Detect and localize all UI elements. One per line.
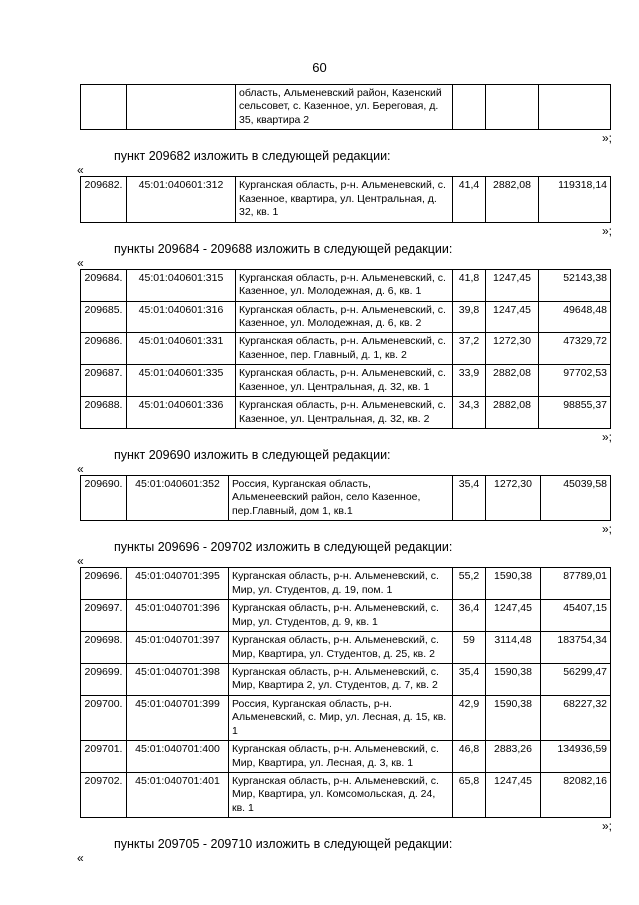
rate-cell: 1247,45 [486,269,539,301]
area-cell: 42,9 [453,695,486,740]
address-cell: область, Альменевский район, Казенский сельсовет, с. Казенное, ул. Береговая, д. 35, квартира 2 [236,85,453,130]
total-cell: 183754,34 [541,632,611,664]
num-cell: 209685. [81,301,127,333]
total-cell: 87789,01 [541,568,611,600]
section-heading: пункт 209682 изложить в следующей редакции: [114,149,391,164]
area-cell: 33,9 [453,365,486,397]
rate-cell: 1590,38 [486,663,541,695]
num-cell: 209690. [81,476,127,521]
amendment-table [80,567,611,818]
rate-cell: 2882,08 [486,365,539,397]
amendment-sections [77,148,612,866]
table-row [81,773,611,818]
closing-mark: »; [601,430,612,444]
area-cell: 65,8 [453,773,486,818]
document-body [77,84,612,866]
section-heading: пункты 209684 - 209688 изложить в следующей редакции: [114,241,453,256]
table-row [81,568,611,600]
address-cell: Курганская область, р-н. Альменевский, с. Мир, Квартира 2, ул. Студентов, д. 7, кв. 2 [229,663,453,695]
num-cell: 209696. [81,568,127,600]
area-cell: 41,8 [453,269,486,301]
opening-mark: « [77,851,84,866]
num-cell: 209700. [81,695,127,740]
table-row [81,269,611,301]
closing-mark: »; [601,223,612,238]
rate-cell: 3114,48 [486,632,541,664]
table-row [81,695,611,740]
num-cell: 209686. [81,333,127,365]
amendment-table [80,269,611,429]
area-cell: 34,3 [453,397,486,429]
num-cell: 209682. [81,177,127,222]
code-cell: 45:01:040601:316 [127,301,236,333]
num-cell [81,85,127,130]
code-cell: 45:01:040701:399 [127,695,229,740]
table-row [81,741,611,773]
rate-cell [486,85,539,130]
rate-cell: 2883,26 [486,741,541,773]
num-cell: 209687. [81,365,127,397]
area-cell: 36,4 [453,600,486,632]
area-cell: 37,2 [453,333,486,365]
num-cell: 209684. [81,269,127,301]
code-cell: 45:01:040601:336 [127,397,236,429]
code-cell: 45:01:040701:395 [127,568,229,600]
table-row [81,333,611,365]
total-cell: 49648,48 [539,301,611,333]
num-cell: 209701. [81,741,127,773]
area-cell: 35,4 [453,663,486,695]
code-cell: 45:01:040601:352 [127,476,229,521]
code-cell: 45:01:040701:398 [127,663,229,695]
code-cell: 45:01:040601:312 [127,177,236,222]
opening-mark: « [77,462,84,476]
address-cell: Курганская область, р-н. Альменевский, с. Казенное, ул. Молодежная, д. 6, кв. 1 [236,269,453,301]
rate-cell: 1590,38 [486,695,541,740]
table-row [81,365,611,397]
code-cell: 45:01:040701:401 [127,773,229,818]
rate-cell: 1247,45 [486,301,539,333]
opening-mark: « [77,255,84,270]
total-cell: 52143,38 [539,269,611,301]
code-cell: 45:01:040601:331 [127,333,236,365]
section-heading: пункт 209690 изложить в следующей редакции: [114,448,391,462]
address-cell: Россия, Курганская область, Альменеевский район, село Казенное, пер.Главный, дом 1, кв.1 [229,476,453,521]
total-cell: 56299,47 [541,663,611,695]
total-cell: 98855,37 [539,397,611,429]
address-cell: Курганская область, р-н. Альменевский, с. Казенное, ул. Молодежная, д. 6, кв. 2 [236,301,453,333]
num-cell: 209699. [81,663,127,695]
total-cell: 119318,14 [539,177,611,222]
rate-cell: 1247,45 [486,773,541,818]
amendment-table [80,176,611,222]
area-cell [453,85,486,130]
rate-cell: 1272,30 [486,333,539,365]
address-cell: Курганская область, р-н. Альменевский, с. Мир, Квартира, ул. Лесная, д. 3, кв. 1 [229,741,453,773]
address-cell: Россия, Курганская область, р-н. Альменевский, с. Мир, ул. Лесная, д. 15, кв. 1 [229,695,453,740]
area-cell: 39,8 [453,301,486,333]
closing-mark: »; [601,131,612,146]
area-cell: 46,8 [453,741,486,773]
num-cell: 209697. [81,600,127,632]
total-cell: 45407,15 [541,600,611,632]
address-cell: Курганская область, р-н. Альменевский, с. Казенное, квартира, ул. Центральная, д. 32, кв. 1 [236,177,453,222]
total-cell: 68227,32 [541,695,611,740]
total-cell: 47329,72 [539,333,611,365]
total-cell: 134936,59 [541,741,611,773]
table-row [81,301,611,333]
address-cell: Курганская область, р-н. Альменевский, с. Казенное, ул. Центральная, д. 32, кв. 2 [236,397,453,429]
total-cell: 82082,16 [541,773,611,818]
area-cell: 59 [453,632,486,664]
amendment-table [80,475,611,521]
num-cell: 209702. [81,773,127,818]
rate-cell: 2882,08 [486,177,539,222]
area-cell: 35,4 [453,476,486,521]
closing-mark: »; [601,819,612,834]
table-row [81,85,611,130]
opening-mark: « [77,163,84,178]
table-row [81,600,611,632]
address-cell: Курганская область, р-н. Альменевский, с. Мир, ул. Студентов, д. 9, кв. 1 [229,600,453,632]
closing-mark: »; [601,522,612,537]
rate-cell: 1272,30 [486,476,541,521]
table-row [81,632,611,664]
address-cell: Курганская область, р-н. Альменевский, с. Казенное, ул. Центральная, д. 32, кв. 1 [236,365,453,397]
address-cell: Курганская область, р-н. Альменевский, с. Мир, Квартира, ул. Комсомольская, д. 24, кв. 1 [229,773,453,818]
total-cell [539,85,611,130]
area-cell: 55,2 [453,568,486,600]
code-cell: 45:01:040601:335 [127,365,236,397]
address-cell: Курганская область, р-н. Альменевский, с. Казенное, пер. Главный, д. 1, кв. 2 [236,333,453,365]
code-cell: 45:01:040701:400 [127,741,229,773]
table-row [81,663,611,695]
rate-cell: 1247,45 [486,600,541,632]
num-cell: 209688. [81,397,127,429]
num-cell: 209698. [81,632,127,664]
total-cell: 97702,53 [539,365,611,397]
table-row [81,476,611,521]
address-cell: Курганская область, р-н. Альменевский, с. Мир, ул. Студентов, д. 19, пом. 1 [229,568,453,600]
rate-cell: 1590,38 [486,568,541,600]
table-row [81,177,611,222]
code-cell: 45:01:040701:396 [127,600,229,632]
opening-mark: « [77,554,84,569]
rate-cell: 2882,08 [486,397,539,429]
total-cell: 45039,58 [541,476,611,521]
table-row [81,397,611,429]
code-cell: 45:01:040601:315 [127,269,236,301]
area-cell: 41,4 [453,177,486,222]
section-heading: пункты 209705 - 209710 изложить в следующей редакции: [114,837,453,852]
code-cell: 45:01:040701:397 [127,632,229,664]
page-number: 60 [312,60,327,75]
continuation-table [80,84,611,130]
section-heading: пункты 209696 - 209702 изложить в следующей редакции: [114,540,453,555]
code-cell [127,85,236,130]
address-cell: Курганская область, р-н. Альменевский, с. Мир, Квартира, ул. Студентов, д. 25, кв. 2 [229,632,453,664]
